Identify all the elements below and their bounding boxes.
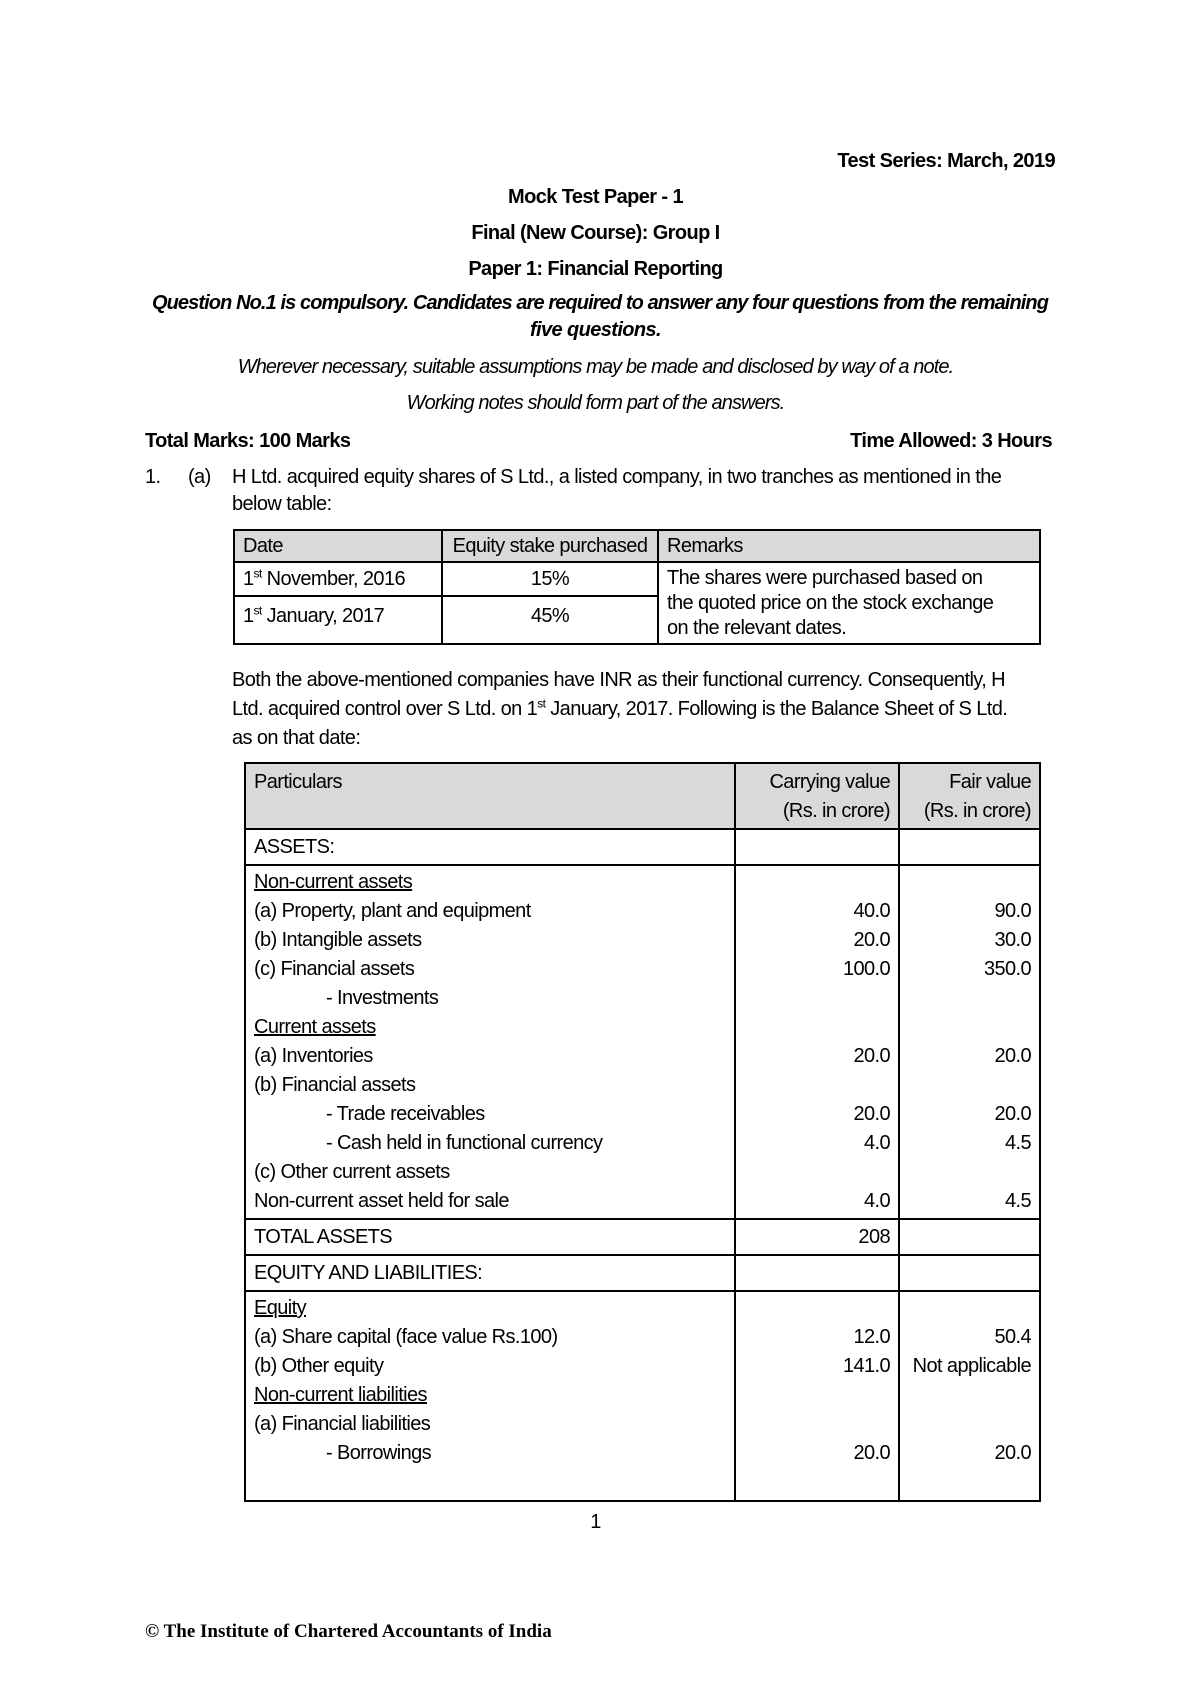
paper-title: Mock Test Paper - 1 [508, 186, 683, 208]
bs-row-fair [908, 1381, 1031, 1410]
bs-row-label: (b) Intangible assets [254, 929, 422, 951]
para-line-3: as on that date: [232, 727, 361, 749]
tranche-date-cell: 1st November, 2016 [234, 562, 442, 596]
tranche-header-remarks: Remarks [658, 530, 1040, 562]
bs-row-label: (b) Financial assets [254, 1074, 416, 1096]
bs-row-carrying: 141.0 [842, 1355, 890, 1377]
bs-row-label: Equity [254, 1297, 306, 1319]
bs-row-fair [908, 1410, 1031, 1439]
bs-row-carrying [744, 1410, 890, 1439]
para-line-2: Ltd. acquired control over S Ltd. on 1st January, 2017. Following is the Balance Sheet of S Ltd. [232, 696, 1008, 720]
bs-row-label: (a) Financial liabilities [254, 1413, 431, 1435]
page-number: 1 [590, 1511, 601, 1533]
total-marks: Total Marks: 100 Marks [145, 430, 351, 452]
para-line-1: Both the above-mentioned companies have INR as their functional currency. Consequently, H [232, 669, 1005, 691]
bs-row-label: Non-current assets [254, 871, 413, 893]
bs-row-label: - Borrowings [326, 1442, 432, 1464]
time-allowed: Time Allowed: 3 Hours [850, 430, 1052, 452]
bs-row-fair: 350.0 [983, 958, 1031, 980]
instruction-line-2: five questions. [529, 319, 662, 341]
bs-row-label: (a) Share capital (face value Rs.100) [254, 1326, 558, 1348]
bs-row-label: - Investments [326, 987, 439, 1009]
bs-row-carrying: 40.0 [853, 900, 890, 922]
bs-assets-heading: ASSETS: [245, 829, 735, 865]
bs-row-label: (b) Other equity [254, 1355, 384, 1377]
tranche-header-stake: Equity stake purchased [442, 530, 658, 562]
bs-row-carrying [744, 1071, 890, 1100]
bs-row-label: - Trade receivables [326, 1103, 485, 1125]
tranche-row [234, 562, 1040, 596]
bs-row-label: (c) Other current assets [254, 1161, 450, 1183]
bs-row-carrying: 20.0 [853, 929, 890, 951]
bs-row-carrying [744, 984, 890, 1013]
bs-row-fair [908, 984, 1031, 1013]
note-line-1: Wherever necessary, suitable assumptions may be made and disclosed by way of a note. [237, 356, 954, 378]
bs-row-fair [908, 1158, 1031, 1187]
bs-row-label: (c) Financial assets [254, 958, 415, 980]
bs-row-fair: 20.0 [994, 1442, 1031, 1464]
question-part: (a) [188, 466, 211, 488]
tranche-stake-cell: 45% [442, 596, 658, 644]
instruction-line-1: Question No.1 is compulsory. Candidates are required to answer any four questions from the remaining [151, 292, 1049, 314]
bs-assets-carrying [735, 865, 899, 1219]
bs-row-label: Non-current asset held for sale [254, 1190, 509, 1212]
bs-row-carrying [744, 1013, 890, 1042]
bs-header-carrying: Carrying value (Rs. in crore) [735, 763, 899, 829]
bs-equity-fair [899, 1291, 1040, 1501]
bs-row-label: (a) Inventories [254, 1045, 373, 1067]
bs-row-label: - Cash held in functional currency [326, 1132, 603, 1154]
bs-row-carrying: 4.0 [863, 1132, 890, 1154]
bs-row-fair [908, 1294, 1031, 1323]
bs-row-fair: 20.0 [994, 1103, 1031, 1125]
bs-row-carrying [744, 1381, 890, 1410]
question-text-line-1: H Ltd. acquired equity shares of S Ltd., a listed company, in two tranches as mentioned in the [232, 466, 1002, 488]
bs-equity-labels [245, 1291, 735, 1501]
tranche-stake-cell: 15% [442, 562, 658, 596]
bs-row-fair: 20.0 [994, 1045, 1031, 1067]
bs-row-label: Non-current liabilities [254, 1384, 427, 1406]
bs-row-carrying [744, 868, 890, 897]
bs-equity-carrying [735, 1291, 899, 1501]
bs-row-carrying: 20.0 [853, 1045, 890, 1067]
paper-subject: Paper 1: Financial Reporting [468, 258, 723, 280]
copyright-notice: © The Institute of Chartered Accountants of India [145, 1621, 552, 1642]
bs-row-carrying [744, 1294, 890, 1323]
course-title: Final (New Course): Group I [471, 222, 720, 244]
bs-row-fair: 90.0 [994, 900, 1031, 922]
bs-equity-liabilities-heading: EQUITY AND LIABILITIES: [245, 1255, 735, 1291]
bs-row-fair: 50.4 [994, 1326, 1031, 1348]
bs-row-label: (a) Property, plant and equipment [254, 900, 531, 922]
bs-total-assets-value: 208 [735, 1219, 899, 1255]
bs-row-fair: 4.5 [1004, 1132, 1031, 1154]
bs-row-carrying [744, 1158, 890, 1187]
bs-row-fair [908, 868, 1031, 897]
note-line-2: Working notes should form part of the answers. [406, 392, 785, 414]
balance-sheet-table [244, 762, 1041, 1502]
test-series-label: Test Series: March, 2019 [837, 150, 1055, 172]
tranche-header-date: Date [234, 530, 442, 562]
bs-row-carrying: 12.0 [853, 1326, 890, 1348]
bs-row-carrying: 20.0 [853, 1442, 890, 1464]
bs-row-fair [908, 1071, 1031, 1100]
question-text-line-2: below table: [232, 493, 332, 515]
bs-assets-fair [899, 865, 1040, 1219]
bs-header-fair: Fair value (Rs. in crore) [899, 763, 1040, 829]
bs-row-fair: 30.0 [994, 929, 1031, 951]
tranche-date-cell: 1st January, 2017 [234, 596, 442, 644]
bs-assets-labels [245, 865, 735, 1219]
bs-row-fair: 4.5 [1004, 1190, 1031, 1212]
bs-row-label: Current assets [254, 1016, 376, 1038]
question-number: 1. [145, 466, 161, 488]
bs-row-carrying: 100.0 [842, 958, 890, 980]
bs-row-carrying: 4.0 [863, 1190, 890, 1212]
bs-total-assets-label: TOTAL ASSETS [245, 1219, 735, 1255]
bs-row-carrying: 20.0 [853, 1103, 890, 1125]
bs-row-fair: Not applicable [912, 1355, 1031, 1377]
bs-header-particulars: Particulars [245, 763, 735, 829]
tranche-table [233, 529, 1041, 645]
bs-row-fair [908, 1013, 1031, 1042]
tranche-remarks-cell: The shares were purchased based on the quoted price on the stock exchange on the relevant dates. [658, 562, 1040, 644]
